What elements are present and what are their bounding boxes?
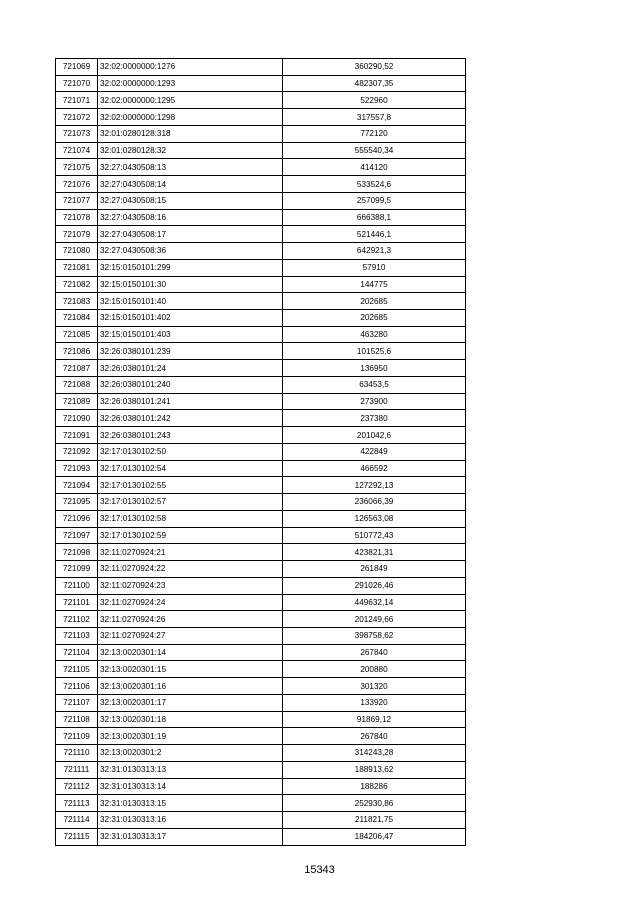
cadastral-number-cell: 32:15:0150101:299 (98, 259, 283, 276)
row-number-cell: 721078 (56, 209, 98, 226)
row-number-cell: 721073 (56, 125, 98, 142)
value-cell: 360290,52 (283, 59, 466, 76)
row-number-cell: 721115 (56, 828, 98, 845)
value-cell: 267840 (283, 728, 466, 745)
table-row (56, 427, 466, 444)
row-number-cell: 721088 (56, 376, 98, 393)
value-cell: 144775 (283, 276, 466, 293)
value-cell: 533524,6 (283, 176, 466, 193)
table-row (56, 310, 466, 327)
cadastral-number-cell: 32:17:0130102:59 (98, 527, 283, 544)
row-number-cell: 721111 (56, 761, 98, 778)
table-row (56, 75, 466, 92)
cadastral-number-cell: 32:01:0280128:318 (98, 125, 283, 142)
value-cell: 291026,46 (283, 577, 466, 594)
value-cell: 127292,13 (283, 477, 466, 494)
value-cell: 314243,28 (283, 745, 466, 762)
value-cell: 555540,34 (283, 142, 466, 159)
table-row (56, 92, 466, 109)
value-cell: 666388,1 (283, 209, 466, 226)
cadastral-number-cell: 32:13:0020301:15 (98, 661, 283, 678)
row-number-cell: 721090 (56, 410, 98, 427)
row-number-cell: 721105 (56, 661, 98, 678)
row-number-cell: 721095 (56, 494, 98, 511)
value-cell: 188286 (283, 778, 466, 795)
table-row (56, 142, 466, 159)
row-number-cell: 721102 (56, 611, 98, 628)
value-cell: 273900 (283, 393, 466, 410)
row-number-cell: 721096 (56, 510, 98, 527)
value-cell: 101525,6 (283, 343, 466, 360)
cadastral-number-cell: 32:31:0130313:14 (98, 778, 283, 795)
row-number-cell: 721108 (56, 711, 98, 728)
row-number-cell: 721069 (56, 59, 98, 76)
value-cell: 200880 (283, 661, 466, 678)
row-number-cell: 721080 (56, 243, 98, 260)
row-number-cell: 721075 (56, 159, 98, 176)
table-row (56, 527, 466, 544)
row-number-cell: 721091 (56, 427, 98, 444)
value-cell: 521446,1 (283, 226, 466, 243)
table-row (56, 293, 466, 310)
value-cell: 261849 (283, 561, 466, 578)
value-cell: 466592 (283, 460, 466, 477)
row-number-cell: 721097 (56, 527, 98, 544)
cadastral-number-cell: 32:02:0000000:1295 (98, 92, 283, 109)
cadastral-number-cell: 32:27:0430508:15 (98, 192, 283, 209)
table-row (56, 644, 466, 661)
cadastral-number-cell: 32:26:0380101:243 (98, 427, 283, 444)
table-row (56, 410, 466, 427)
cadastral-number-cell: 32:02:0000000:1293 (98, 75, 283, 92)
cadastral-number-cell: 32:31:0130313:13 (98, 761, 283, 778)
table-row (56, 376, 466, 393)
value-cell: 63453,5 (283, 376, 466, 393)
table-row (56, 343, 466, 360)
table-row (56, 661, 466, 678)
table-row (56, 443, 466, 460)
table-row (56, 477, 466, 494)
table-row (56, 561, 466, 578)
value-cell: 482307,35 (283, 75, 466, 92)
table-row (56, 209, 466, 226)
cadastral-number-cell: 32:17:0130102:58 (98, 510, 283, 527)
cadastral-number-cell: 32:13:0020301:14 (98, 644, 283, 661)
cadastral-number-cell: 32:11:0270924:22 (98, 561, 283, 578)
value-cell: 463280 (283, 326, 466, 343)
value-cell: 257099,5 (283, 192, 466, 209)
value-cell: 237380 (283, 410, 466, 427)
row-number-cell: 721093 (56, 460, 98, 477)
table-body (56, 59, 466, 846)
row-number-cell: 721071 (56, 92, 98, 109)
cadastral-number-cell: 32:31:0130313:15 (98, 795, 283, 812)
value-cell: 188913,62 (283, 761, 466, 778)
value-cell: 133920 (283, 694, 466, 711)
table-row (56, 728, 466, 745)
cadastral-number-cell: 32:17:0130102:55 (98, 477, 283, 494)
value-cell: 136950 (283, 360, 466, 377)
row-number-cell: 721076 (56, 176, 98, 193)
cadastral-number-cell: 32:13:0020301:18 (98, 711, 283, 728)
cadastral-number-cell: 32:13:0020301:2 (98, 745, 283, 762)
cadastral-number-cell: 32:26:0380101:239 (98, 343, 283, 360)
row-number-cell: 721112 (56, 778, 98, 795)
row-number-cell: 721086 (56, 343, 98, 360)
row-number-cell: 721113 (56, 795, 98, 812)
table-row (56, 828, 466, 845)
value-cell: 510772,43 (283, 527, 466, 544)
cadastral-number-cell: 32:11:0270924:26 (98, 611, 283, 628)
table-row (56, 192, 466, 209)
value-cell: 202685 (283, 293, 466, 310)
value-cell: 267840 (283, 644, 466, 661)
value-cell: 414120 (283, 159, 466, 176)
table-row (56, 694, 466, 711)
table-row (56, 594, 466, 611)
row-number-cell: 721104 (56, 644, 98, 661)
row-number-cell: 721109 (56, 728, 98, 745)
row-number-cell: 721110 (56, 745, 98, 762)
table-row (56, 259, 466, 276)
table-row (56, 611, 466, 628)
value-cell: 522960 (283, 92, 466, 109)
table-row (56, 460, 466, 477)
row-number-cell: 721100 (56, 577, 98, 594)
table-row (56, 778, 466, 795)
table-row (56, 494, 466, 511)
cadastral-number-cell: 32:26:0380101:24 (98, 360, 283, 377)
row-number-cell: 721087 (56, 360, 98, 377)
row-number-cell: 721107 (56, 694, 98, 711)
cadastral-number-cell: 32:26:0380101:242 (98, 410, 283, 427)
row-number-cell: 721089 (56, 393, 98, 410)
row-number-cell: 721103 (56, 627, 98, 644)
table-row (56, 795, 466, 812)
cadastral-number-cell: 32:27:0430508:16 (98, 209, 283, 226)
row-number-cell: 721094 (56, 477, 98, 494)
cadastral-number-cell: 32:02:0000000:1276 (98, 59, 283, 76)
cadastral-number-cell: 32:26:0380101:240 (98, 376, 283, 393)
value-cell: 398758,62 (283, 627, 466, 644)
cadastral-number-cell: 32:27:0430508:17 (98, 226, 283, 243)
table-row (56, 510, 466, 527)
value-cell: 201042,6 (283, 427, 466, 444)
row-number-cell: 721099 (56, 561, 98, 578)
table-row (56, 577, 466, 594)
cadastral-number-cell: 32:17:0130102:50 (98, 443, 283, 460)
row-number-cell: 721092 (56, 443, 98, 460)
value-cell: 91869,12 (283, 711, 466, 728)
table-row (56, 745, 466, 762)
cadastral-number-cell: 32:13:0020301:16 (98, 678, 283, 695)
value-cell: 252930,86 (283, 795, 466, 812)
cadastral-number-cell: 32:13:0020301:17 (98, 694, 283, 711)
value-cell: 57910 (283, 259, 466, 276)
table-row (56, 393, 466, 410)
cadastral-number-cell: 32:02:0000000:1298 (98, 109, 283, 126)
cadastral-number-cell: 32:15:0150101:402 (98, 310, 283, 327)
cadastral-number-cell: 32:11:0270924:24 (98, 594, 283, 611)
table-row (56, 159, 466, 176)
row-number-cell: 721101 (56, 594, 98, 611)
row-number-cell: 721114 (56, 812, 98, 829)
table-row (56, 59, 466, 76)
value-cell: 126563,08 (283, 510, 466, 527)
row-number-cell: 721084 (56, 310, 98, 327)
table-row (56, 226, 466, 243)
cadastral-number-cell: 32:11:0270924:21 (98, 544, 283, 561)
table-row (56, 326, 466, 343)
value-cell: 184206,47 (283, 828, 466, 845)
page-number: 15343 (304, 864, 335, 876)
cadastral-number-cell: 32:27:0430508:13 (98, 159, 283, 176)
table-row (56, 812, 466, 829)
table-row (56, 109, 466, 126)
value-cell: 772120 (283, 125, 466, 142)
value-cell: 642921,3 (283, 243, 466, 260)
cadastral-number-cell: 32:17:0130102:57 (98, 494, 283, 511)
row-number-cell: 721072 (56, 109, 98, 126)
cadastral-number-cell: 32:31:0130313:17 (98, 828, 283, 845)
cadastral-number-cell: 32:17:0130102:54 (98, 460, 283, 477)
table-row (56, 761, 466, 778)
row-number-cell: 721106 (56, 678, 98, 695)
row-number-cell: 721074 (56, 142, 98, 159)
cadastral-number-cell: 32:11:0270924:23 (98, 577, 283, 594)
value-cell: 211821,75 (283, 812, 466, 829)
table-row (56, 678, 466, 695)
cadastral-number-cell: 32:15:0150101:40 (98, 293, 283, 310)
table-row (56, 176, 466, 193)
row-number-cell: 721082 (56, 276, 98, 293)
row-number-cell: 721079 (56, 226, 98, 243)
row-number-cell: 721070 (56, 75, 98, 92)
row-number-cell: 721077 (56, 192, 98, 209)
cadastral-number-cell: 32:11:0270924:27 (98, 627, 283, 644)
value-cell: 422849 (283, 443, 466, 460)
value-cell: 236066,39 (283, 494, 466, 511)
cadastral-number-cell: 32:15:0150101:403 (98, 326, 283, 343)
value-cell: 301320 (283, 678, 466, 695)
table-row (56, 243, 466, 260)
table-row (56, 544, 466, 561)
table-row (56, 711, 466, 728)
cadastral-number-cell: 32:27:0430508:36 (98, 243, 283, 260)
row-number-cell: 721098 (56, 544, 98, 561)
value-cell: 202685 (283, 310, 466, 327)
cadastral-number-cell: 32:27:0430508:14 (98, 176, 283, 193)
value-cell: 317557,8 (283, 109, 466, 126)
table-row (56, 627, 466, 644)
table-row (56, 276, 466, 293)
row-number-cell: 721085 (56, 326, 98, 343)
cadastral-number-cell: 32:31:0130313:16 (98, 812, 283, 829)
cadastral-number-cell: 32:15:0150101:30 (98, 276, 283, 293)
cadastral-number-cell: 32:01:0280128:32 (98, 142, 283, 159)
row-number-cell: 721083 (56, 293, 98, 310)
cadastral-number-cell: 32:13:0020301:19 (98, 728, 283, 745)
cadastral-number-cell: 32:26:0380101:241 (98, 393, 283, 410)
value-cell: 423821,31 (283, 544, 466, 561)
table-row (56, 360, 466, 377)
value-cell: 201249,66 (283, 611, 466, 628)
cadastral-value-table (55, 58, 466, 846)
table-row (56, 125, 466, 142)
value-cell: 449632,14 (283, 594, 466, 611)
row-number-cell: 721081 (56, 259, 98, 276)
